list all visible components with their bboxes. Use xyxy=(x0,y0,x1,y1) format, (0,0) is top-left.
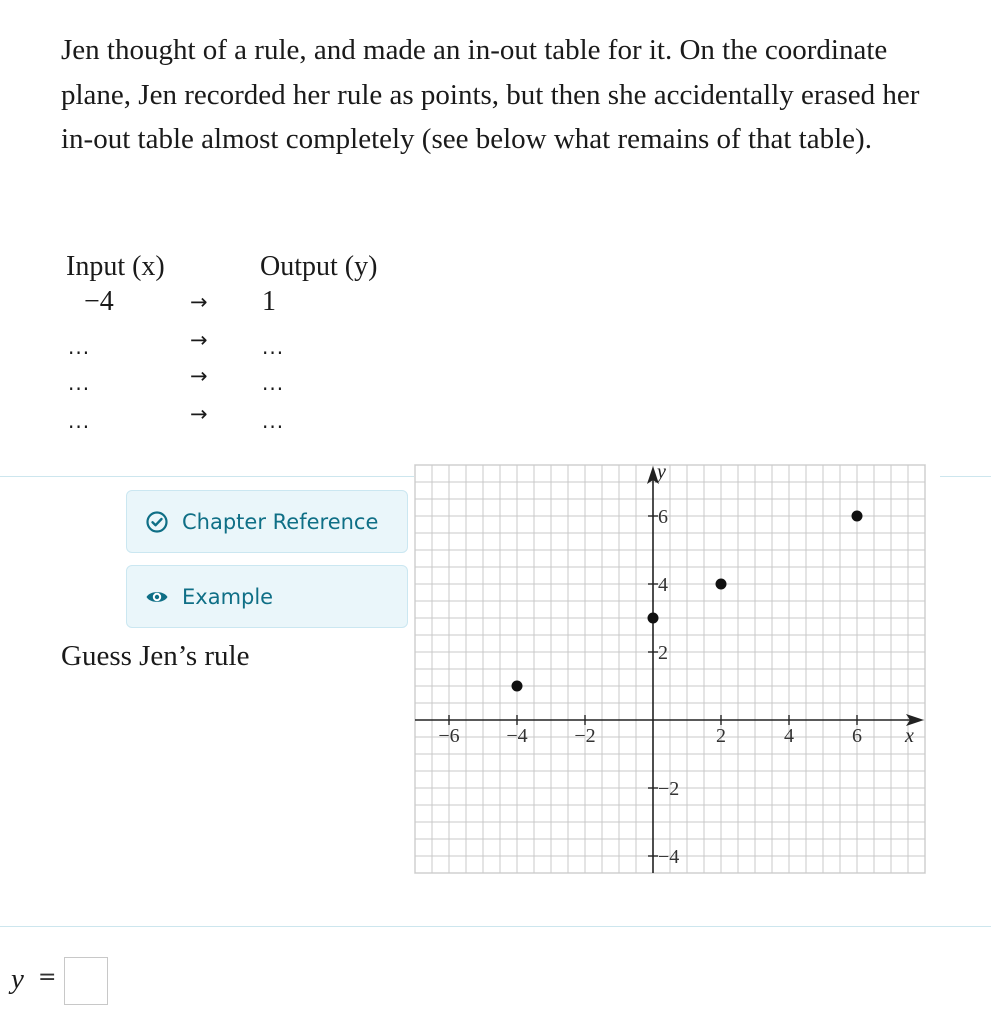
x-axis-label: x xyxy=(905,725,914,747)
table-row-1-input: −4 xyxy=(84,286,114,317)
y-tick-label: −2 xyxy=(658,778,680,800)
x-tick-label: 2 xyxy=(716,725,726,747)
example-label: Example xyxy=(182,584,274,609)
table-row-2-output: ... xyxy=(262,335,285,359)
table-row-2-input: ... xyxy=(68,335,91,359)
x-tick-label: −6 xyxy=(438,725,460,747)
input-header: Input (x) xyxy=(66,251,165,282)
in-out-table xyxy=(0,245,420,445)
problem-statement: Jen thought of a rule, and made an in-out table for it. On the coordinate plane, Jen recorded her rule as points, but then she accidentally erased her in-out table almost completely (see below what remains of that table). xyxy=(61,34,920,155)
y-axis-label: y xyxy=(657,464,666,483)
table-row-4-output: ... xyxy=(262,409,285,433)
check-circle-icon xyxy=(145,510,169,534)
data-point xyxy=(716,579,727,590)
eye-icon xyxy=(145,585,169,609)
table-row-3-output: ... xyxy=(262,371,285,395)
x-tick-label: −4 xyxy=(506,725,528,747)
table-row-4-input: ... xyxy=(68,409,91,433)
rule-answer-input[interactable] xyxy=(64,957,108,1005)
answer-divider xyxy=(0,926,991,927)
arrow-icon: → xyxy=(190,402,208,426)
y-tick-label: 2 xyxy=(658,642,668,664)
section-divider xyxy=(940,476,991,477)
y-tick-label: −4 xyxy=(658,846,680,868)
arrow-icon: → xyxy=(190,328,208,352)
x-tick-label: −2 xyxy=(574,725,596,747)
example-button[interactable] xyxy=(126,565,408,628)
data-point xyxy=(648,613,659,624)
guess-prompt: Guess Jen’s rule xyxy=(61,640,250,672)
data-point xyxy=(512,681,523,692)
answer-variable: y xyxy=(11,963,24,995)
table-row-3-input: ... xyxy=(68,371,91,395)
x-tick-label: 6 xyxy=(852,725,862,747)
y-tick-label: 4 xyxy=(658,574,668,596)
equals-sign: = xyxy=(38,965,57,990)
answer-row xyxy=(0,955,200,1009)
chapter-reference-button[interactable] xyxy=(126,490,408,553)
y-tick-label: 6 xyxy=(658,506,668,528)
chapter-reference-label: Chapter Reference xyxy=(182,509,379,534)
section-divider xyxy=(0,476,414,477)
data-point xyxy=(852,511,863,522)
coordinate-plane xyxy=(414,464,926,874)
arrow-icon: → xyxy=(190,364,208,388)
x-tick-label: 4 xyxy=(784,725,794,747)
output-header: Output (y) xyxy=(260,251,378,282)
table-row-1-output: 1 xyxy=(262,286,276,317)
arrow-icon: → xyxy=(190,290,208,314)
